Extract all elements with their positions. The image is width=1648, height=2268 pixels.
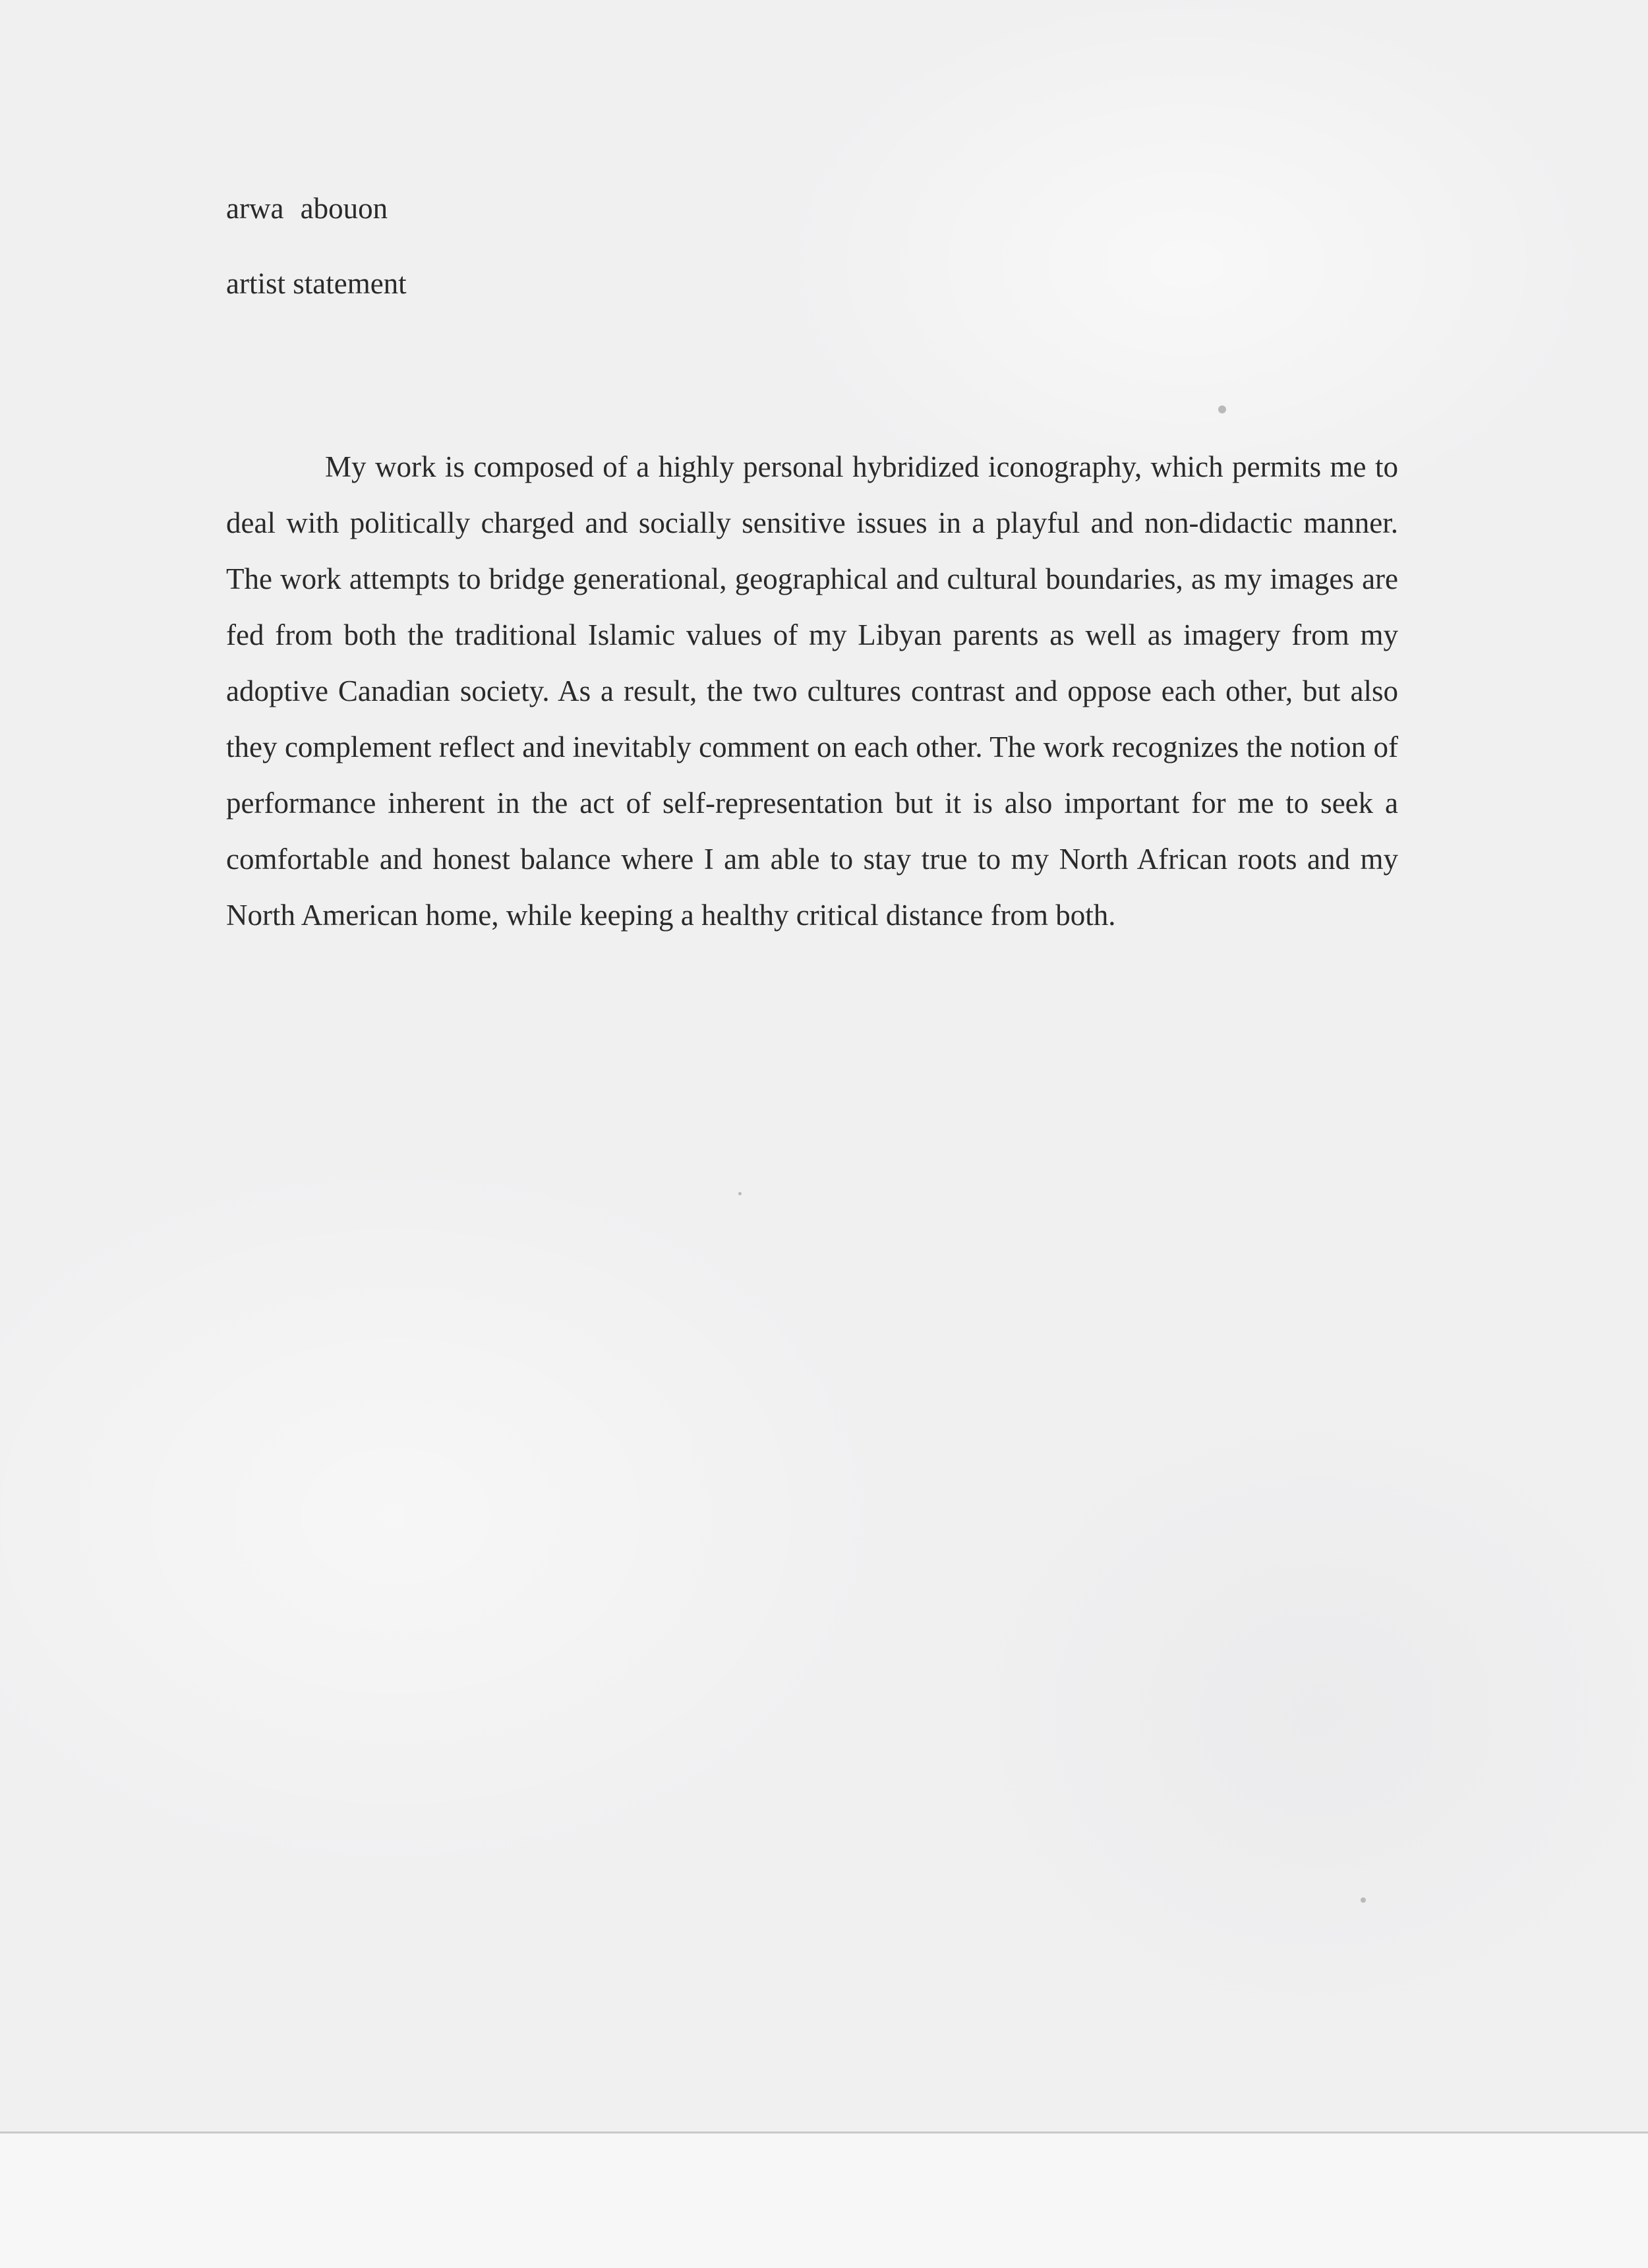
statement-paragraph: My work is composed of a highly personal hybridized iconography, which permits me to deal with politically charged and socially sensitive issues in a playful and non-didactic manner. The work attempts to bridge generational, geographical and cultural boundaries, as my images are fed from both the traditional Islamic values of my Libyan parents as well as imagery from my adoptive Canadian society. As a result, the two cultures contrast and oppose each other, but also they complement reflect and inevitably comment on each other. The work recognizes the notion of performance inherent in the act of self-representation but it is also important for me to seek a comfortable and honest balance where I am able to stay true to my North African roots and my North American home, while keeping a healthy critical distance from both.	[226, 450, 1398, 932]
paper-speck	[738, 1192, 742, 1195]
paper-speck	[1218, 405, 1226, 413]
document-type: artist statement	[226, 267, 407, 300]
scanner-bed	[0, 2134, 1648, 2268]
author-name: arwa abouon	[226, 192, 388, 225]
paper-speck	[1361, 1897, 1366, 1903]
